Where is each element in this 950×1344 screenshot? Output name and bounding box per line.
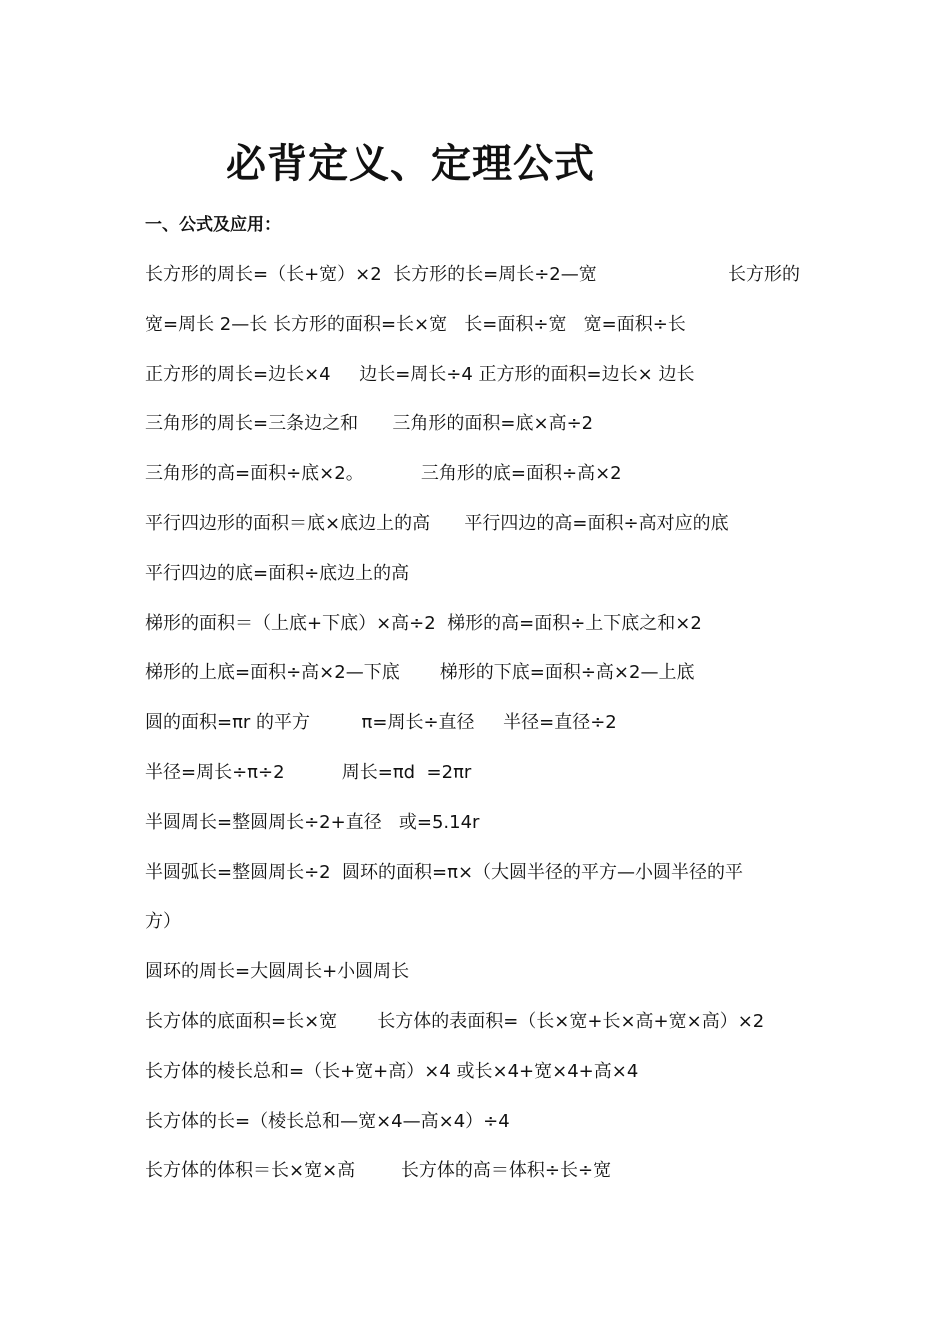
formula-text: 方） [145, 911, 181, 932]
formula-text: 半径=周长÷π÷2 周长=πd =2πr [145, 762, 472, 783]
formula-line [145, 511, 825, 537]
formula-line [145, 660, 825, 686]
formula-line [145, 860, 825, 886]
formula-line [145, 262, 825, 288]
formula-text: 宽=周长 2—长 长方形的面积=长×宽 长=面积÷宽 宽=面积÷长 [145, 314, 686, 335]
formula-line [145, 909, 825, 935]
document-title: 必背定义、定理公式 [226, 141, 595, 187]
formula-text: 半圆弧长=整圆周长÷2 圆环的面积=π×（大圆半径的平方—小圆半径的平 [145, 862, 744, 883]
formula-text: 平行四边形的面积＝底×底边上的高 平行四边的高=面积÷高对应的底 [145, 513, 729, 534]
formula-text: 正方形的周长=边长×4 边长=周长÷4 正方形的面积=边长× 边长 [145, 364, 695, 385]
formula-text: 梯形的上底=面积÷高×2—下底 梯形的下底=面积÷高×2—上底 [145, 662, 695, 683]
formula-text: 长方体的棱长总和=（长+宽+高）×4 或长×4+宽×4+高×4 [145, 1061, 639, 1082]
formula-line [145, 810, 825, 836]
formula-line [145, 561, 825, 587]
formula-text: 梯形的面积＝（上底+下底）×高÷2 梯形的高=面积÷上下底之和×2 [145, 613, 702, 634]
formula-line [145, 312, 825, 338]
formula-text: 长方形的周长=（长+宽）×2 长方形的长=周长÷2—宽 [145, 264, 597, 285]
formula-line [145, 1109, 825, 1135]
formula-text: 圆环的周长=大圆周长+小圆周长 [145, 961, 410, 982]
formula-text: 长方体的体积＝长×宽×高 长方体的高＝体积÷长÷宽 [145, 1160, 612, 1181]
formula-text: 长方体的底面积=长×宽 长方体的表面积=（长×宽+长×高+宽×高）×2 [145, 1011, 765, 1032]
formula-line [145, 959, 825, 985]
formula-line [145, 411, 825, 437]
formula-text: 长方体的长=（棱长总和—宽×4—高×4）÷4 [145, 1111, 510, 1132]
formula-line [145, 611, 825, 637]
formula-text: 长方形的 [728, 264, 800, 285]
formula-text: 平行四边的底=面积÷底边上的高 [145, 563, 410, 584]
formula-line [145, 710, 825, 736]
formula-line [145, 461, 825, 487]
section-heading: 一、公式及应用： [145, 215, 281, 235]
formula-text: 半圆周长=整圆周长÷2+直径 或=5.14r [145, 812, 480, 833]
formula-line [145, 362, 825, 388]
formula-line [145, 1059, 825, 1085]
formula-text: 三角形的周长=三条边之和 三角形的面积=底×高÷2 [145, 413, 594, 434]
formula-line [145, 1009, 825, 1035]
formula-text: 三角形的高=面积÷底×2。 三角形的底=面积÷高×2 [145, 463, 622, 484]
formula-line [145, 760, 825, 786]
formula-line [145, 1158, 825, 1184]
formula-text: 圆的面积=πr 的平方 π=周长÷直径 半径=直径÷2 [145, 712, 617, 733]
